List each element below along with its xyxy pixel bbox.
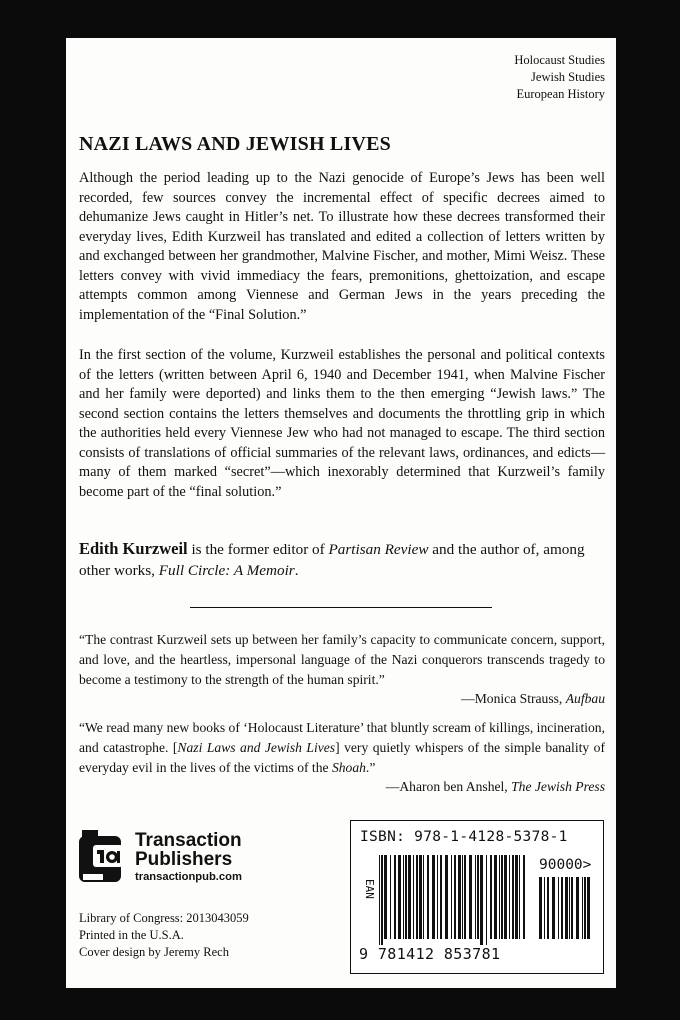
quote-book-ref: Nazi Laws and Jewish Lives	[177, 739, 336, 755]
description-paragraph-1: Although the period leading up to the Nazi genocide of Europe’s Jews has been well recorded, few sources convey the incremental effect of specific decrees aimed to dehumanize Jews caught in Hitler’s net. To illustrate how these decrees transformed their everyday lives, Edith Kurzweil has translated and edited a collection of letters written by and exchanged between her grandmother, Malvine Fischer, and mother, Mimi Weisz. These letters convey with vivid immediacy the fears, premonitions, ghettoization, and escape attempts common among Viennese and German Jews in the years preceding the implementation of the “Final Solution.”	[79, 170, 605, 323]
barcode-bar	[419, 855, 422, 939]
barcode-bar	[440, 855, 442, 939]
barcode-bar	[512, 855, 514, 939]
quote-author: —Monica Strauss,	[461, 691, 566, 707]
barcode-bar	[519, 855, 520, 939]
barcode-bar	[582, 877, 583, 939]
subject-item: Jewish Studies	[531, 70, 605, 84]
subject-item: Holocaust Studies	[514, 53, 605, 67]
quote-source: Aufbau	[565, 691, 605, 707]
barcode-bar	[494, 855, 497, 939]
author-name: Edith Kurzweil	[79, 539, 188, 558]
barcode-bar	[408, 855, 411, 939]
isbn-label: ISBN: 978-1-4128-5378-1	[360, 829, 568, 845]
divider	[190, 607, 492, 608]
barcode-bar	[405, 855, 407, 939]
barcode-bar	[475, 855, 476, 939]
price-code: 90000>	[539, 857, 592, 873]
barcode-bar	[451, 855, 452, 939]
barcode-bar	[390, 855, 391, 939]
printed-in: Printed in the U.S.A.	[79, 928, 184, 942]
barcode-bar	[464, 855, 466, 939]
barcode-bar	[416, 855, 418, 939]
barcode-digits: 9 781412 853781	[359, 945, 501, 963]
loc-number: Library of Congress: 2013043059	[79, 911, 249, 925]
barcode-bar	[454, 855, 456, 939]
bio-text: .	[294, 562, 299, 579]
barcode-bar	[480, 855, 483, 945]
barcode-bar	[565, 877, 568, 939]
barcode-bar	[445, 855, 448, 939]
barcode-bar	[379, 855, 380, 945]
barcode-box	[350, 820, 604, 974]
publisher-url: transactionpub.com	[135, 871, 242, 883]
ta-logo-icon	[79, 830, 129, 884]
quote-text: “The contrast Kurzweil sets up between her family’s capacity to communicate concern, support, and love, and the heartless, impersonal language of the Nazi conquerors transcends tragedy to become a testimony to the strength of the human spirit.”	[79, 632, 605, 687]
review-quote-2	[79, 718, 605, 797]
barcode-bar	[413, 855, 414, 939]
barcode-bar	[501, 855, 503, 939]
subject-item: European History	[516, 87, 605, 101]
barcode-bar	[462, 855, 463, 939]
quote-text: .”	[365, 759, 376, 775]
barcode-bar	[423, 855, 424, 939]
barcode-bar	[523, 855, 525, 939]
barcode-bar	[576, 877, 579, 939]
quote-source: The Jewish Press	[511, 779, 605, 795]
barcode-bar	[571, 877, 573, 939]
publisher-logo	[79, 830, 309, 890]
barcode-bar	[477, 855, 479, 939]
memoir-title: Full Circle: A Memoir	[158, 562, 295, 579]
ean-label: EAN	[363, 879, 376, 899]
cover-design-credit: Cover design by Jeremy Rech	[79, 945, 229, 959]
barcode-bar	[558, 877, 559, 939]
barcode-bar	[384, 855, 387, 939]
barcode-bar	[547, 877, 549, 939]
barcode-bar	[486, 855, 487, 945]
quote-author: —Aharon ben Anshel,	[385, 779, 512, 795]
barcode-bar	[569, 877, 570, 939]
barcode-bar	[584, 877, 586, 939]
back-cover	[66, 38, 616, 988]
barcode-bar	[469, 855, 472, 939]
barcode-bar	[544, 877, 545, 939]
quote-attribution	[79, 689, 605, 709]
barcode-bar	[509, 855, 510, 939]
barcode-bar	[432, 855, 435, 939]
bio-text: is the former editor of	[187, 541, 329, 558]
subject-list	[514, 52, 605, 103]
quote-text: ] very quietly whispers of the simple banality of everyday evil in the lives of the victims of the	[79, 739, 605, 775]
barcode-bar	[539, 877, 542, 939]
barcode-bar	[515, 855, 518, 939]
barcode-bar	[552, 877, 555, 939]
publisher-name-line1: Transaction	[135, 830, 242, 851]
barcode-bar	[561, 877, 563, 939]
bio-text: and the author of, among other works,	[79, 541, 585, 579]
quote-text: “We read many new books of ‘Holocaust Literature’ that bluntly scream of killings, incineration, and catastrophe. [	[79, 720, 606, 755]
publisher-name-line2: Publishers	[135, 849, 233, 870]
barcode-bar	[587, 877, 590, 939]
barcode-bar	[427, 855, 429, 939]
barcode-bar	[504, 855, 507, 939]
quote-term: Shoah	[331, 759, 366, 775]
barcode-bar	[490, 855, 492, 939]
barcode-bar	[437, 855, 438, 939]
description-paragraph-2: In the first section of the volume, Kurzweil establishes the personal and political contexts of the letters (written between April 6, 1940 and December 1941, when Malvine Fischer and her family were deported) and links them to the then emerging “Jewish laws.” The second section contains the letters themselves and documents the throttling grip in which the authorities held every Viennese Jew who had not managed to escape. The third section consists of translations of official summaries of the relevant laws, ordinances, and edicts—many of them marked “secret”—which inexorably determined that Kurzweil’s family become part of the “final solution.”	[79, 347, 605, 500]
publication-info	[79, 910, 249, 961]
barcode-bar	[381, 855, 383, 945]
journal-title: Partisan Review	[328, 541, 429, 558]
barcode-bar	[403, 855, 404, 939]
barcode-bar	[499, 855, 500, 939]
barcode-bar	[458, 855, 461, 939]
author-bio	[79, 538, 605, 581]
barcode-bar	[398, 855, 401, 939]
book-title: NAZI LAWS AND JEWISH LIVES	[79, 133, 391, 155]
barcode-bar	[394, 855, 396, 939]
quote-attribution	[79, 777, 605, 797]
review-quote-1	[79, 630, 605, 709]
